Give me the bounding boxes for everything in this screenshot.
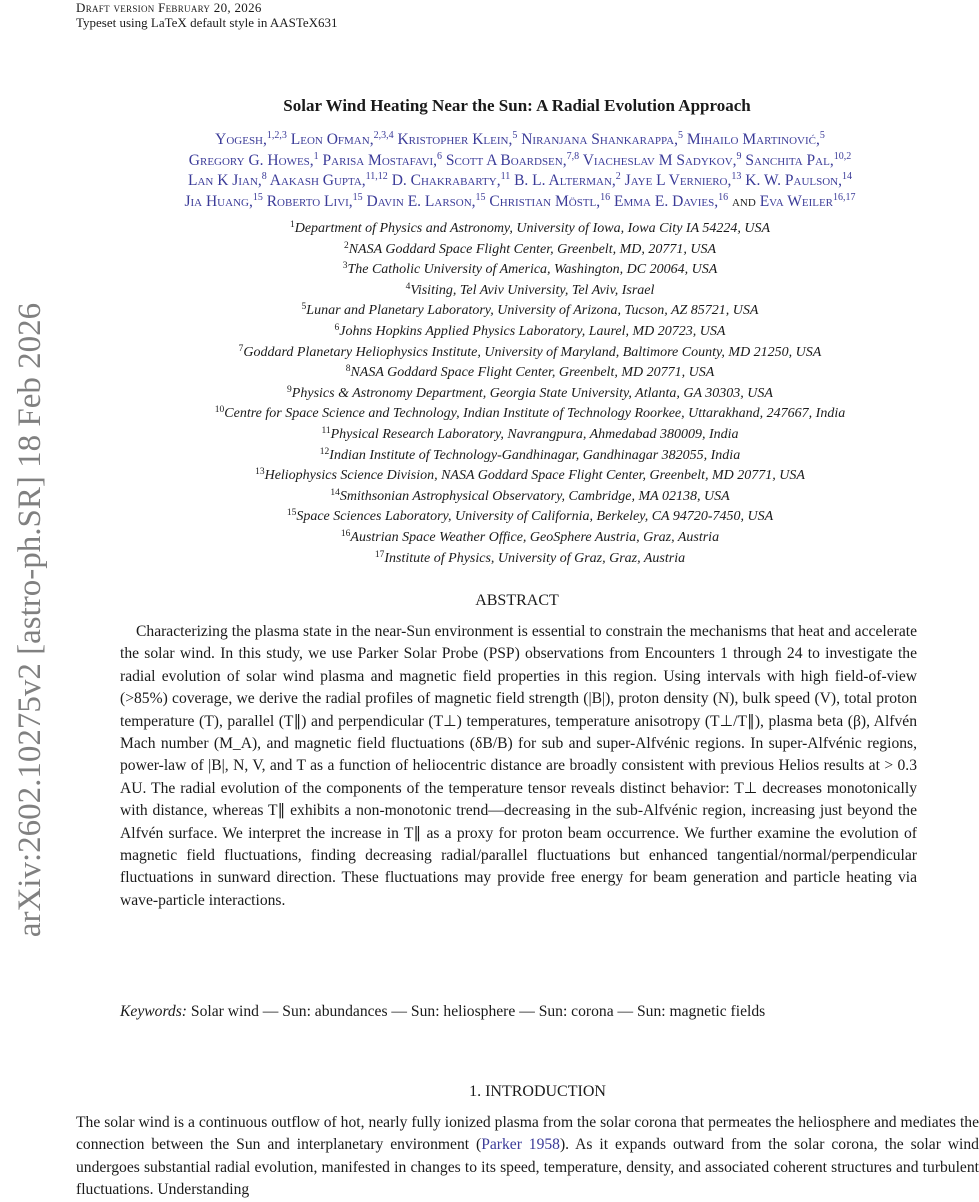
author[interactable]: Jia Huang,$^{15}$ [184, 191, 263, 210]
affiliation: $^5$Lunar and Planetary Laboratory, University of Arizona, Tucson, AZ 85721, USA [301, 302, 759, 319]
abstract-text: Characterizing the plasma state in the near-Sun environment is essential to constrain the mechanisms that heat and accelerate the solar wind. In this study, we use Parker Solar Probe (PSP) observations from Encounters 1 through 24 to investigate the radial evolution of solar wind plasma and magnetic field properties in this region. Using intervals with high field-of-view (>85%) coverage, we derive the radial profiles of magnetic field strength (|B|), proton density (N), bulk speed (V), total proton temperature (T), parallel (T∥) and perpendicular (T⊥) temperatures, temperature anisotropy (T⊥/T∥), plasma beta (β), Alfvén Mach number (M_A), and magnetic field fluctuations (δB/B) for sub and super-Alfvénic regions. In super-Alfvénic regions, power-law of |B|, N, V, and T as a function of heliocentric distance are broadly consistent with previous Helios results at > 0.3 AU. The radial evolution of the components of the temperature tensor reveals distinct behavior: T⊥ decreases monotonically with distance, whereas T∥ exhibits a non-monotonic trend—decreasing in the sub-Alfvénic region, increasing just beyond the Alfvén surface. We interpret the increase in T∥ as a proxy for proton beam occurrence. We further examine the evolution of magnetic field fluctuations, finding decreasing radial/parallel fluctuations but enhanced tangential/normal/perpendicular fluctuations in sunward direction. These fluctuations may provide free energy for beam generation and particle heating via wave-particle interactions. [120, 623, 917, 909]
author[interactable]: Emma E. Davies,$^{16}$ [614, 191, 729, 210]
author[interactable]: Yogesh,$^{1,2,3}$ [215, 130, 287, 148]
affiliation: $^2$NASA Goddard Space Flight Center, Greenbelt, MD, 20771, USA [343, 240, 717, 257]
author[interactable]: K. W. Paulson,$^{14}$ [745, 171, 852, 189]
author[interactable]: Gregory G. Howes,$^1$ [188, 150, 319, 169]
affiliation: $^1$Department of Physics and Astronomy, University of Iowa, Iowa City IA 54224, USA [289, 220, 771, 236]
author[interactable]: Lan K Jian,$^8$ [188, 171, 267, 189]
author[interactable]: Kristopher Klein,$^5$ [397, 130, 518, 148]
page-header [76, 0, 338, 30]
affiliation: $^{14}$Smithsonian Astrophysical Observatory, Cambridge, MA 02138, USA [330, 487, 730, 504]
abstract-heading: ABSTRACT [475, 592, 559, 609]
keywords-label: Keywords: [120, 1003, 187, 1020]
affiliation: $^3$The Catholic University of America, Washington, DC 20064, USA [342, 261, 718, 278]
author[interactable]: Christian Möstl,$^{16}$ [489, 191, 611, 210]
author[interactable]: Scott A Boardsen,$^{7,8}$ [445, 150, 580, 169]
affiliation: $^{13}$Heliophysics Science Division, NASA Goddard Space Flight Center, Greenbelt, MD 20771, USA [255, 467, 805, 484]
author[interactable]: Leon Ofman,$^{2,3,4}$ [290, 130, 394, 148]
author[interactable]: Sanchita Pal,$^{10,2}$ [745, 150, 852, 169]
author[interactable]: Eva Weiler$^{16,17}$ [759, 191, 856, 210]
affiliation-list [100, 219, 960, 569]
author-list [60, 130, 979, 212]
affiliation: $^7$Goddard Planetary Heliophysics Institute, University of Maryland, Baltimore County, MD 21250, USA [238, 343, 822, 360]
affiliation: $^{15}$Space Sciences Laboratory, University of California, Berkeley, CA 94720-7450, USA [286, 508, 774, 525]
author[interactable]: Jaye L Verniero,$^{13}$ [624, 171, 742, 189]
author[interactable]: Mihailo Martinović,$^5$ [686, 130, 825, 148]
author[interactable]: Parisa Mostafavi,$^6$ [322, 150, 442, 169]
affiliation: $^{10}$Centre for Space Science and Technology, Indian Institute of Technology Roorkee, Uttarakhand, 247667, India [214, 405, 846, 422]
affiliation: $^{11}$Physical Research Laboratory, Navrangpura, Ahmedabad 380009, India [321, 425, 739, 442]
author[interactable]: B. L. Alterman,$^2$ [514, 171, 621, 189]
author[interactable]: D. Chakrabarty,$^{11}$ [391, 171, 511, 189]
affiliation: $^4$Visiting, Tel Aviv University, Tel Aviv, Israel [405, 281, 655, 298]
citation-link[interactable]: Parker 1958 [481, 1136, 560, 1154]
author[interactable]: Niranjana Shankarappa,$^5$ [521, 130, 683, 148]
affiliation: $^8$NASA Goddard Space Flight Center, Greenbelt, MD 20771, USA [345, 364, 715, 381]
affiliation: $^{16}$Austrian Space Weather Office, GeoSphere Austria, Graz, Austria [340, 528, 720, 545]
author[interactable]: Roberto Livi,$^{15}$ [266, 191, 363, 210]
paper-title: Solar Wind Heating Near the Sun: A Radial Evolution Approach [283, 96, 751, 115]
author[interactable]: Viacheslav M Sadykov,$^9$ [582, 150, 742, 169]
typeset-line: Typeset using LaTeX default style in AASTeX631 [76, 15, 338, 30]
draft-version-line: Draft version February 20, 2026 [76, 0, 262, 15]
affiliation: $^9$Physics & Astronomy Department, Georgia State University, Atlanta, GA 30303, USA [287, 384, 773, 401]
author[interactable]: Davin E. Larson,$^{15}$ [366, 191, 486, 210]
affiliation: $^{12}$Indian Institute of Technology-Gandhinagar, Gandhinagar 382055, India [319, 446, 741, 463]
keywords-list: Solar wind — Sun: abundances — Sun: heliosphere — Sun: corona — Sun: magnetic fields [190, 1003, 766, 1020]
section-heading-introduction: 1. INTRODUCTION [469, 1083, 606, 1100]
introduction-text: The solar wind is a continuous outflow of hot, nearly fully ionized plasma from the solar corona that permeates the heliosphere and mediates the connection between the Sun and interplanetary environment (Parker 1958). As it expands outward from the solar corona, the solar wind undergoes substantial radial evolution, manifested in changes to its speed, temperature, density, and associated coherent structures and turbulent fluctuations. Understanding [76, 1114, 979, 1199]
affiliation: $^{17}$Institute of Physics, University of Graz, Graz, Austria [374, 549, 686, 566]
author[interactable]: Aakash Gupta,$^{11,12}$ [269, 171, 388, 189]
authors-and: and [731, 192, 756, 210]
arxiv-stamp: arXiv:2602.10275v2 [astro-ph.SR] 18 Feb 2026 [12, 302, 48, 938]
affiliation: $^6$Johns Hopkins Applied Physics Laboratory, Laurel, MD 20723, USA [334, 322, 726, 339]
keywords [120, 1003, 917, 1021]
